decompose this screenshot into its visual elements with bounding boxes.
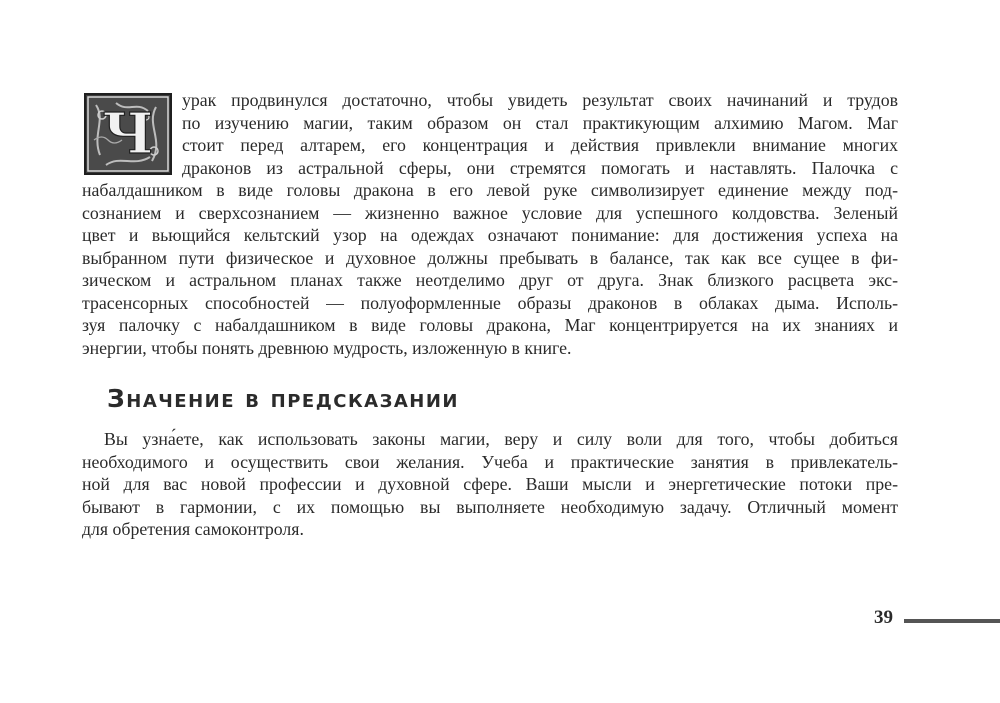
page-number-rule [904, 619, 1000, 623]
text-line: по изучению магии, таким образом он стал практикующим алхимию Магом. Маг [182, 112, 898, 133]
text-line: стоит перед алтарем, его концентрация и действия привлекли внимание многих [182, 135, 898, 155]
text-line: сознанием и сверхсознанием — жизненно важное условие для успешного колдовства. Зеленый [82, 202, 898, 223]
text-line: трасенсорных способностей — полуоформленные образы драконов в облаках дыма. Исполь- [82, 292, 898, 313]
text-line: выбранном пути физическое и духовное должны пребывать в балансе, так как все сущее в фи- [82, 247, 898, 268]
text-line: энергии, чтобы понять древнюю мудрость, изложенную в книге. [82, 337, 572, 358]
section-heading: Значение в предсказании [107, 384, 459, 413]
text-line: набалдашником в виде головы дракона в его левой руке символизирует единение между под- [82, 180, 898, 200]
text-line: необходимого и осуществить свои желания. Учеба и практические занятия в привлекатель- [82, 451, 898, 472]
intro-paragraph [82, 89, 898, 359]
text-line: Вы узна́ете, как использовать законы магии, веру и силу воли для того, чтобы добиться [104, 429, 898, 449]
svg-text:Ч: Ч [102, 101, 154, 167]
text-line: цвет и вьющийся кельтский узор на одеждах означают понимание: для достижения успеха на [82, 225, 898, 245]
text-line: для обретения самоконтроля. [82, 519, 304, 539]
text-line: зуя палочку с набалдашником в виде головы дракона, Маг концентрируется на их знаниях и [82, 315, 898, 335]
text-line: драконов из астральной сферы, они стремятся помогать и наставлять. Палочка с [182, 157, 898, 178]
text-line: зическом и астральном планах также неотделимо друг от друга. Знак близкого расцвета экс- [82, 270, 898, 290]
text-line: ной для вас новой профессии и духовной сфере. Ваши мысли и энергетические потоки пре- [82, 474, 898, 494]
page-number: 39 [874, 607, 893, 628]
text-line: урак продвинулся достаточно, чтобы увидеть результат своих начинаний и трудов [182, 90, 898, 110]
text-line: бывают в гармонии, с их помощью вы выполняете необходимую задачу. Отличный момент [82, 496, 898, 517]
prediction-paragraph [82, 428, 898, 541]
